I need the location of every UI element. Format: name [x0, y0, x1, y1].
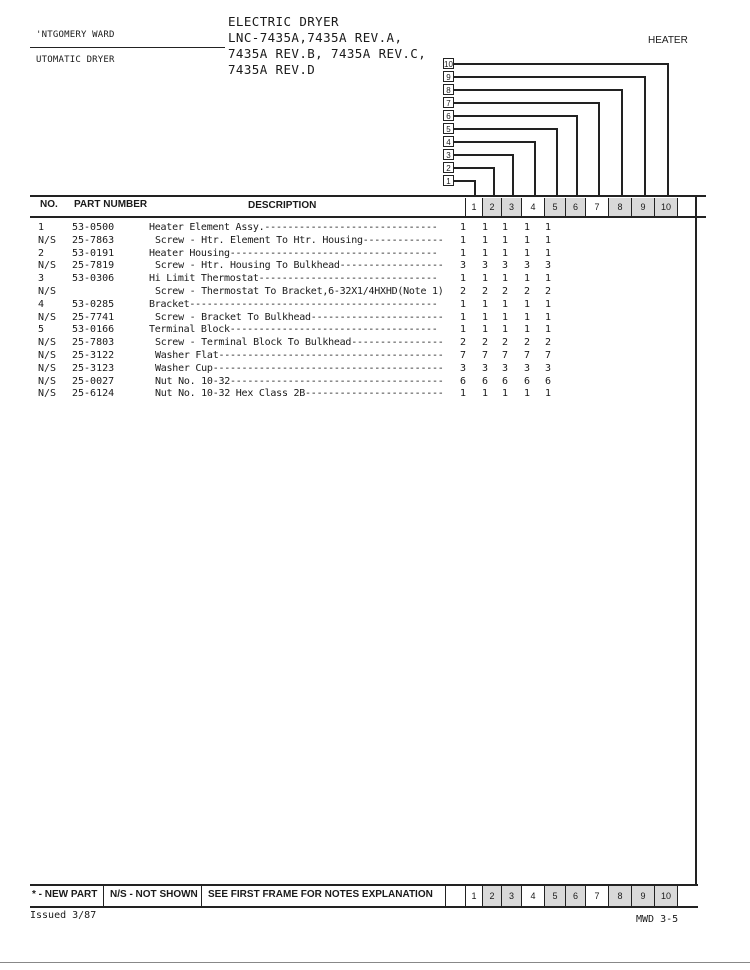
- qty-model-1: 3: [459, 363, 467, 374]
- model-box-6: 6: [443, 110, 454, 121]
- qty-model-3: 1: [501, 324, 509, 335]
- model-col-1: 1: [465, 886, 483, 906]
- part-description: Screw - Terminal Block To Bulkhead----------------: [155, 337, 444, 348]
- parts-row: [0, 388, 750, 401]
- model-col-5: 5: [545, 886, 566, 906]
- qty-model-1: 7: [459, 350, 467, 361]
- qty-model-2: 1: [481, 324, 489, 335]
- qty-model-1: 2: [459, 286, 467, 297]
- qty-model-3: 3: [501, 260, 509, 271]
- part-item-no: N/S: [38, 286, 57, 297]
- page-bottom-edge: [0, 962, 750, 963]
- qty-model-1: 1: [459, 222, 467, 233]
- part-item-no: N/S: [38, 388, 57, 399]
- qty-model-5: 1: [544, 248, 552, 259]
- part-description: Heater Element Assy.------------------------------: [149, 222, 438, 233]
- model-col-10: 10: [655, 886, 678, 906]
- bracket-v-7: [598, 102, 600, 196]
- model-col-3: 3: [502, 886, 522, 906]
- qty-model-2: 1: [481, 299, 489, 310]
- model-col-4: 4: [522, 886, 545, 906]
- qty-model-3: 3: [501, 363, 509, 374]
- part-item-no: N/S: [38, 260, 57, 271]
- bracket-h-2: [454, 167, 493, 169]
- qty-model-3: 1: [501, 299, 509, 310]
- part-item-no: 1: [38, 222, 45, 233]
- qty-model-4: 1: [523, 273, 531, 284]
- part-number: 25-7741: [72, 312, 115, 323]
- qty-model-1: 1: [459, 248, 467, 259]
- part-item-no: N/S: [38, 337, 57, 348]
- bracket-h-10: [454, 63, 667, 65]
- part-item-no: 3: [38, 273, 45, 284]
- qty-model-5: 7: [544, 350, 552, 361]
- qty-model-5: 1: [544, 235, 552, 246]
- model-box-10: 10: [444, 60, 453, 69]
- part-item-no: 2: [38, 248, 45, 259]
- qty-model-4: 2: [523, 337, 531, 348]
- part-number: 25-7803: [72, 337, 115, 348]
- part-description: Heater Housing------------------------------------: [149, 248, 438, 259]
- part-number: 53-0500: [72, 222, 115, 233]
- bracket-h-6: [454, 115, 576, 117]
- part-description: Nut No. 10-32 Hex Class 2B------------------------: [155, 388, 444, 399]
- model-col-6: 6: [566, 198, 586, 216]
- qty-model-3: 1: [501, 222, 509, 233]
- legend-new-part: * - NEW PART: [30, 884, 104, 906]
- footer-bottom-rule: [30, 906, 698, 908]
- parts-row: [0, 350, 750, 363]
- qty-model-2: 7: [481, 350, 489, 361]
- model-col-5: 5: [545, 198, 566, 216]
- qty-model-1: 1: [459, 235, 467, 246]
- qty-model-4: 1: [523, 388, 531, 399]
- bracket-h-5: [454, 128, 556, 130]
- bracket-h-4: [454, 141, 534, 143]
- qty-model-5: 1: [544, 222, 552, 233]
- part-number: 25-7819: [72, 260, 115, 271]
- part-number: 53-0306: [72, 273, 115, 284]
- qty-model-3: 6: [501, 376, 509, 387]
- bracket-h-8: [454, 89, 621, 91]
- part-description: Screw - Htr. Housing To Bulkhead------------------: [155, 260, 444, 271]
- bracket-v-5: [556, 128, 558, 196]
- qty-model-2: 1: [481, 388, 489, 399]
- qty-model-5: 2: [544, 337, 552, 348]
- qty-model-3: 1: [501, 248, 509, 259]
- part-item-no: N/S: [38, 363, 57, 374]
- part-number: 25-7863: [72, 235, 115, 246]
- part-description: Screw - Thermostat To Bracket,6-32X1/4HXHD(Note 1): [155, 286, 444, 297]
- qty-model-3: 7: [501, 350, 509, 361]
- model-box-2: 2: [443, 162, 454, 173]
- section-label: HEATER: [648, 35, 688, 46]
- bracket-v-10: [667, 63, 669, 196]
- qty-model-5: 1: [544, 299, 552, 310]
- qty-model-1: 1: [459, 324, 467, 335]
- qty-model-3: 1: [501, 312, 509, 323]
- part-description: Terminal Block------------------------------------: [149, 324, 438, 335]
- part-number: 53-0191: [72, 248, 115, 259]
- qty-model-1: 2: [459, 337, 467, 348]
- model-col-9: 9: [632, 886, 655, 906]
- qty-model-4: 3: [523, 260, 531, 271]
- col-header-no: NO.: [40, 199, 58, 210]
- qty-model-4: 1: [523, 324, 531, 335]
- qty-model-1: 3: [459, 260, 467, 271]
- qty-model-4: 3: [523, 363, 531, 374]
- issued-date: Issued 3/87: [30, 910, 97, 921]
- qty-model-1: 1: [459, 299, 467, 310]
- part-description: Bracket-------------------------------------------: [149, 299, 438, 310]
- bracket-v-4: [534, 141, 536, 196]
- parts-row: [0, 363, 750, 376]
- model-col-2: 2: [483, 886, 502, 906]
- qty-model-5: 1: [544, 324, 552, 335]
- part-number: 25-6124: [72, 388, 115, 399]
- model-col-2: 2: [483, 198, 502, 216]
- bracket-v-3: [512, 154, 514, 196]
- part-item-no: N/S: [38, 312, 57, 323]
- qty-model-2: 3: [481, 363, 489, 374]
- document-title: [228, 14, 426, 78]
- model-box-4: 4: [443, 136, 454, 147]
- brand-name: 'NTGOMERY WARD: [36, 30, 115, 40]
- part-item-no: 4: [38, 299, 45, 310]
- parts-row: [0, 235, 750, 248]
- part-item-no: N/S: [38, 235, 57, 246]
- model-box-3: 3: [443, 149, 454, 160]
- model-col-6: 6: [566, 886, 586, 906]
- qty-model-5: 3: [544, 260, 552, 271]
- qty-model-3: 1: [501, 388, 509, 399]
- model-box-8: 8: [443, 84, 454, 95]
- part-description: Nut No. 10-32-------------------------------------: [155, 376, 444, 387]
- model-box-9: 9: [443, 71, 454, 82]
- legend-not-shown: N/S - NOT SHOWN: [104, 884, 202, 906]
- table-header-rule: [30, 216, 706, 218]
- part-number: 25-3123: [72, 363, 115, 374]
- bracket-v-2: [493, 167, 495, 196]
- qty-model-4: 6: [523, 376, 531, 387]
- part-item-no: N/S: [38, 350, 57, 361]
- qty-model-2: 1: [481, 248, 489, 259]
- legend-notes: SEE FIRST FRAME FOR NOTES EXPLANATION: [202, 884, 446, 906]
- model-col-1: 1: [465, 198, 483, 216]
- model-col-8: 8: [609, 198, 632, 216]
- bracket-v-9: [644, 76, 646, 196]
- qty-model-5: 1: [544, 273, 552, 284]
- qty-model-2: 2: [481, 337, 489, 348]
- parts-row: [0, 324, 750, 337]
- product-type: UTOMATIC DRYER: [36, 55, 115, 65]
- bracket-h-1: [454, 180, 474, 182]
- header-divider: [30, 47, 225, 48]
- qty-model-5: 3: [544, 363, 552, 374]
- col-header-part-number: PART NUMBER: [74, 199, 148, 210]
- bracket-v-6: [576, 115, 578, 196]
- title-line-3: 7435A REV.B, 7435A REV.C,: [228, 46, 427, 61]
- qty-model-4: 1: [523, 299, 531, 310]
- page-code: MWD 3-5: [636, 914, 679, 925]
- qty-model-5: 1: [544, 312, 552, 323]
- model-col-7: 7: [586, 886, 609, 906]
- parts-row: [0, 273, 750, 286]
- qty-model-2: 1: [481, 222, 489, 233]
- qty-model-2: 6: [481, 376, 489, 387]
- parts-row: [0, 337, 750, 350]
- bracket-h-9: [454, 76, 644, 78]
- bracket-h-7: [454, 102, 598, 104]
- qty-model-4: 2: [523, 286, 531, 297]
- qty-model-1: 1: [459, 312, 467, 323]
- bracket-h-3: [454, 154, 512, 156]
- qty-model-5: 1: [544, 388, 552, 399]
- qty-model-1: 6: [459, 376, 467, 387]
- title-line-4: 7435A REV.D: [228, 62, 316, 77]
- part-description: Washer Cup----------------------------------------: [155, 363, 444, 374]
- part-description: Hi Limit Thermostat-------------------------------: [149, 273, 438, 284]
- part-description: Screw - Bracket To Bulkhead-----------------------: [155, 312, 444, 323]
- model-col-4: 4: [522, 198, 545, 216]
- part-item-no: 5: [38, 324, 45, 335]
- part-item-no: N/S: [38, 376, 57, 387]
- model-col-8: 8: [609, 886, 632, 906]
- qty-model-2: 3: [481, 260, 489, 271]
- qty-model-3: 1: [501, 235, 509, 246]
- bracket-v-8: [621, 89, 623, 196]
- qty-model-2: 1: [481, 273, 489, 284]
- col-header-description: DESCRIPTION: [248, 200, 317, 211]
- qty-model-1: 1: [459, 273, 467, 284]
- bracket-v-1: [474, 180, 476, 196]
- part-number: 53-0285: [72, 299, 115, 310]
- title-line-1: ELECTRIC DRYER: [228, 14, 339, 29]
- qty-model-3: 2: [501, 286, 509, 297]
- qty-model-4: 1: [523, 248, 531, 259]
- model-col-10: 10: [655, 198, 678, 216]
- qty-model-4: 1: [523, 235, 531, 246]
- model-box-1: 1: [443, 175, 454, 186]
- model-box-5: 5: [443, 123, 454, 134]
- qty-model-2: 1: [481, 312, 489, 323]
- model-col-3: 3: [502, 198, 522, 216]
- part-number: 25-0027: [72, 376, 115, 387]
- title-line-2: LNC-7435A,7435A REV.A,: [228, 30, 403, 45]
- qty-model-4: 7: [523, 350, 531, 361]
- parts-row: [0, 222, 750, 235]
- parts-row: [0, 299, 750, 312]
- qty-model-4: 1: [523, 222, 531, 233]
- qty-model-2: 1: [481, 235, 489, 246]
- qty-model-4: 1: [523, 312, 531, 323]
- model-col-7: 7: [586, 198, 609, 216]
- part-description: Washer Flat---------------------------------------: [155, 350, 444, 361]
- qty-model-3: 1: [501, 273, 509, 284]
- qty-model-1: 1: [459, 388, 467, 399]
- model-col-9: 9: [632, 198, 655, 216]
- part-number: 25-3122: [72, 350, 115, 361]
- parts-row: [0, 286, 750, 299]
- parts-row: [0, 260, 750, 273]
- qty-model-5: 2: [544, 286, 552, 297]
- table-top-rule: [30, 195, 706, 197]
- part-number: 53-0166: [72, 324, 115, 335]
- qty-model-2: 2: [481, 286, 489, 297]
- qty-model-5: 6: [544, 376, 552, 387]
- part-description: Screw - Htr. Element To Htr. Housing--------------: [155, 235, 444, 246]
- model-box-7: 7: [443, 97, 454, 108]
- qty-model-3: 2: [501, 337, 509, 348]
- sheet-right-border: [695, 197, 697, 885]
